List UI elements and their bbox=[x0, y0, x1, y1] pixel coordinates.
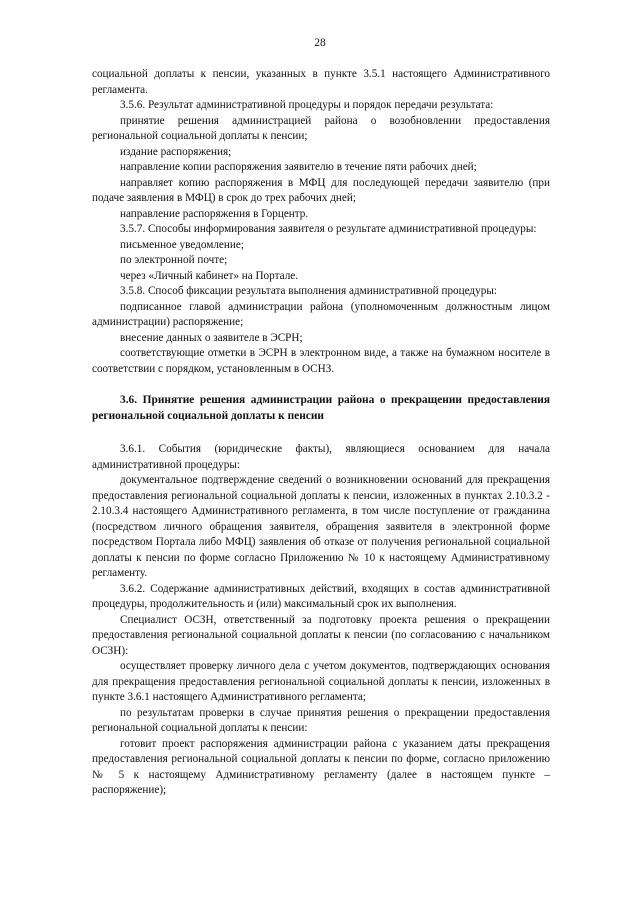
paragraph: документальное подтверждение сведений о возникновении оснований для прекращения предоставления региональной социальной доплаты к пенсии, изложенных в пунктах 2.10.3.2 - 2.10.3.4 настоящего Административного регламента, в том числе поступление от гражданина (посредством личного обращения заявителя, обращения заявителя в электронной форме посредством Портала либо МФЦ) заявления об отказе от получения региональной социальной доплаты к пенсии по форме согласно Приложению № 10 к настоящему Административному регламенту. bbox=[92, 474, 550, 579]
paragraph: 3.5.8. Способ фиксации результата выполнения административной процедуры: bbox=[120, 285, 497, 297]
paragraph: принятие решения администрацией района о возобновлении предоставления региональной социальной доплаты к пенсии; bbox=[92, 114, 550, 142]
page-number: 28 bbox=[314, 37, 326, 49]
paragraph: осуществляет проверку личного дела с учетом документов, подтверждающих основания для прекращения предоставления региональной социальной доплаты к пенсии, изложенных в пункте 3.6.1 настоящего Административного регламента; bbox=[92, 660, 550, 703]
paragraph: соответствующие отметки в ЭСРН в электронном виде, а также на бумажном носителе в соответствии с порядком, установленным в ОСНЗ. bbox=[92, 347, 550, 375]
paragraph: подписанное главой администрации района (уполномоченным должностным лицом администрации) распоряжение; bbox=[92, 300, 550, 328]
paragraph: направление копии распоряжения заявителю в течение пяти рабочих дней; bbox=[120, 161, 477, 173]
paragraph: письменное уведомление; bbox=[120, 238, 244, 251]
paragraph: 3.6.2. Содержание административных действий, входящих в состав административной процедуры, продолжительность и (или) максимальный срок их выполнения. bbox=[92, 582, 550, 610]
paragraph: 3.5.7. Способы информирования заявителя о результате административной процедуры: bbox=[120, 223, 537, 235]
paragraph: по электронной почте; bbox=[120, 254, 228, 266]
document-body bbox=[92, 67, 550, 799]
paragraph: через «Личный кабинет» на Портале. bbox=[120, 269, 299, 282]
paragraphs-before-heading bbox=[92, 67, 550, 377]
paragraph: 3.5.6. Результат административной процедуры и порядок передачи результата: bbox=[120, 99, 494, 111]
paragraph: внесение данных о заявителе в ЭСРН; bbox=[120, 331, 303, 344]
paragraph: направление распоряжения в Горцентр. bbox=[120, 207, 309, 220]
paragraph: по результатам проверки в случае принятия решения о прекращении предоставления региональной социальной доплаты к пенсии: bbox=[92, 706, 550, 734]
paragraph: направляет копию распоряжения в МФЦ для последующей передачи заявителю (при подаче заявления в МФЦ) в срок до трех рабочих дней; bbox=[92, 176, 550, 204]
paragraph: издание распоряжения; bbox=[120, 145, 232, 158]
paragraph: готовит проект распоряжения администрации района с указанием даты прекращения предоставления региональной социальной доплаты к пенсии по форме, согласно приложению № 5 к настоящему Административному регламенту (далее в настоящем пункте – распоряжение); bbox=[92, 737, 550, 796]
paragraph: 3.6.1. События (юридические факты), являющиеся основанием для начала административной процедуры: bbox=[92, 443, 550, 471]
paragraph: Специалист ОСЗН, ответственный за подготовку проекта решения о прекращении предоставления региональной социальной доплаты к пенсии (по согласованию с начальником ОСЗН): bbox=[92, 613, 550, 657]
section-heading: 3.6. Принятие решения администрации района о прекращении предоставления региональной социальной доплаты к пенсии bbox=[92, 394, 550, 422]
paragraph: социальной доплаты к пенсии, указанных в пункте 3.5.1 настоящего Административного регламента. bbox=[92, 68, 550, 96]
paragraphs-after-heading bbox=[92, 442, 550, 799]
